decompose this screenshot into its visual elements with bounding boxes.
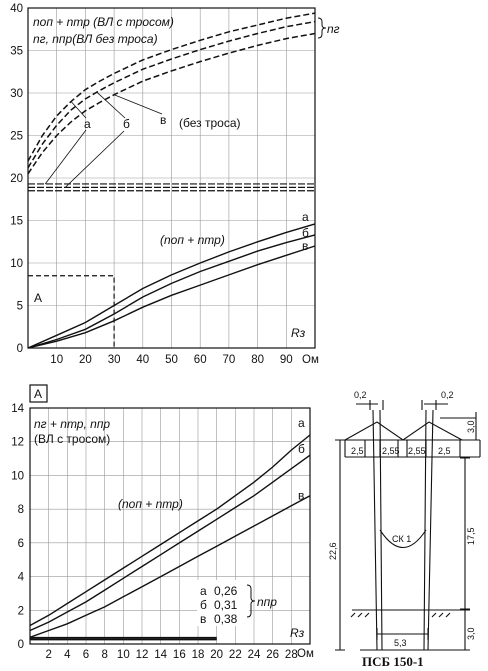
- bottom-y-tick-label: 10: [11, 470, 24, 483]
- bottom-x-axis-label: Rз: [290, 626, 305, 640]
- bottom-chart: [11, 385, 314, 661]
- bottom-x-tick-label: 26: [266, 649, 280, 661]
- top-no-rope-label-в: в: [160, 113, 167, 127]
- top-y-tick-label: 40: [10, 3, 23, 15]
- ground-hatch: [351, 613, 450, 617]
- dim-label-17-5: 17,5: [466, 527, 476, 545]
- bottom-y-tick-label: 12: [11, 436, 24, 449]
- bottom-x-tick-label: 8: [101, 649, 108, 661]
- top-chart-y-ticks: [10, 3, 23, 355]
- diagram-caption: ПСБ 150-1: [362, 654, 424, 669]
- bottom-x-tick-label: 4: [64, 649, 71, 661]
- npr-b-value: 0,31: [214, 598, 238, 612]
- bottom-y-tick-label: 2: [17, 605, 24, 618]
- bottom-series-в: [30, 496, 310, 638]
- dim-label-0-2-right: 0,2: [441, 390, 454, 400]
- top-y-tick-label: 30: [10, 88, 23, 100]
- top-y-tick-label: 15: [10, 215, 23, 228]
- bottom-x-tick-label: 28: [284, 649, 298, 661]
- top-x-tick-label: 30: [107, 354, 121, 366]
- bottom-chart-y-ticks: [11, 403, 24, 651]
- top-y-tick-label: 20: [10, 173, 23, 185]
- dim-label-2-55-right: 2,55: [408, 446, 426, 456]
- top-x-tick-label: 20: [79, 354, 92, 366]
- bottom-y-tick-label: 6: [17, 537, 24, 550]
- ck1-label: СК 1: [392, 534, 412, 544]
- npr-b-name: б: [200, 598, 207, 612]
- bottom-x-tick-label: 16: [172, 649, 186, 661]
- bottom-y-tick-label: 0: [17, 639, 24, 651]
- top-leader: [114, 95, 162, 114]
- bottom-series-label-б: б: [298, 442, 305, 457]
- top-no-rope-label-а: а: [84, 117, 91, 131]
- npr-c-name: в: [200, 612, 207, 626]
- tower-dimension-labels: [328, 390, 476, 669]
- top-chart-leaders: [45, 92, 162, 187]
- dim-label-5-3: 5,3: [394, 638, 407, 648]
- no-rope-label: (без троса): [179, 116, 241, 130]
- top-y-tick-label: 25: [10, 130, 23, 143]
- bottom-x-tick-label: 2: [45, 649, 52, 661]
- dim-label-0-2-left: 0,2: [354, 390, 367, 400]
- bottom-series-label-а: а: [298, 415, 305, 430]
- crossarm-struts: [345, 422, 462, 440]
- dim-label-3-0-top: 3,0: [466, 420, 476, 433]
- top-npr-leader-b: [65, 131, 124, 187]
- top-x-tick-label: 10: [50, 354, 64, 366]
- npr-a-value: 0,26: [214, 584, 238, 598]
- top-x-tick-label: 40: [136, 354, 150, 366]
- region-a-label: A: [34, 291, 43, 305]
- right-pole-edge-2: [428, 410, 433, 650]
- bottom-mid-label: (nоп + nтр): [118, 497, 183, 511]
- dim-ticks: [335, 440, 470, 650]
- top-with-rope-label-в: в: [302, 239, 309, 253]
- bottom-y-tick-label: 8: [17, 504, 24, 517]
- top-dim-ticks: [370, 400, 436, 410]
- top-chart-series-labels: [84, 113, 309, 253]
- top-leader: [97, 92, 125, 118]
- bottom-y-tick-label: 14: [11, 403, 24, 415]
- top-y-tick-label: 10: [10, 258, 23, 270]
- dim-label-2-5-left: 2,5: [351, 446, 364, 456]
- ng-brace: [318, 18, 326, 38]
- bottom-x-tick-label: 12: [135, 649, 149, 661]
- bottom-x-tick-label: 22: [228, 649, 242, 661]
- top-y-tick-label: 0: [16, 343, 23, 355]
- npr-label: nпр: [257, 595, 277, 609]
- top-chart-x-ticks: [50, 354, 292, 366]
- bottom-x-tick-label: 14: [154, 649, 168, 661]
- top-x-unit: Ом: [302, 354, 319, 366]
- top-chart: [10, 3, 339, 366]
- npr-c-value: 0,38: [214, 612, 238, 626]
- top-x-tick-label: 90: [279, 354, 293, 366]
- bottom-x-tick-label: 20: [210, 649, 224, 661]
- bottom-legend-line1: nг + nтр, nпр: [34, 417, 111, 431]
- left-pole-edge-1: [373, 410, 377, 650]
- bottom-x-tick-label: 24: [247, 649, 261, 661]
- dim-label-22-6: 22,6: [328, 542, 338, 560]
- dim-label-2-5-right: 2,5: [438, 446, 451, 456]
- top-with-rope-label-б: б: [302, 225, 309, 240]
- with-rope-label: (nоп + nтр): [160, 233, 225, 247]
- bottom-x-unit: Ом: [297, 648, 314, 660]
- top-y-tick-label: 5: [16, 300, 23, 313]
- bottom-x-tick-label: 6: [82, 649, 90, 661]
- bottom-y-tick-label: 4: [17, 571, 24, 584]
- bottom-series-label-в: в: [298, 488, 305, 503]
- tower-diagram-psb-150-1: [335, 400, 480, 650]
- top-x-tick-label: 70: [222, 354, 236, 366]
- bottom-legend-line2: (ВЛ с тросом): [34, 432, 111, 446]
- npr-a-name: а: [200, 584, 207, 598]
- top-x-axis-label: Rз: [291, 326, 306, 340]
- top-x-tick-label: 60: [193, 354, 207, 366]
- top-legend-line1: nоп + nтр (ВЛ с тросом): [33, 15, 174, 29]
- dim-label-3-0-bottom: 3,0: [466, 627, 476, 640]
- top-no-rope-label-б: б: [123, 117, 130, 131]
- top-legend-line2: nг, nпр(ВЛ без троса): [33, 32, 158, 46]
- top-npr-leader-a: [45, 130, 86, 184]
- top-x-tick-label: 50: [165, 354, 178, 366]
- ng-label: nг: [327, 22, 340, 36]
- top-y-tick-label: 35: [10, 45, 23, 58]
- bottom-x-tick-label: 18: [191, 649, 205, 661]
- bottom-chart-x-ticks: [45, 649, 297, 661]
- top-x-tick-label: 80: [251, 354, 264, 366]
- top-with-rope-label-а: а: [302, 209, 309, 224]
- dim-label-2-55-left: 2,55: [382, 446, 400, 456]
- box-a-label: A: [34, 387, 43, 401]
- bottom-x-tick-label: 10: [116, 649, 130, 661]
